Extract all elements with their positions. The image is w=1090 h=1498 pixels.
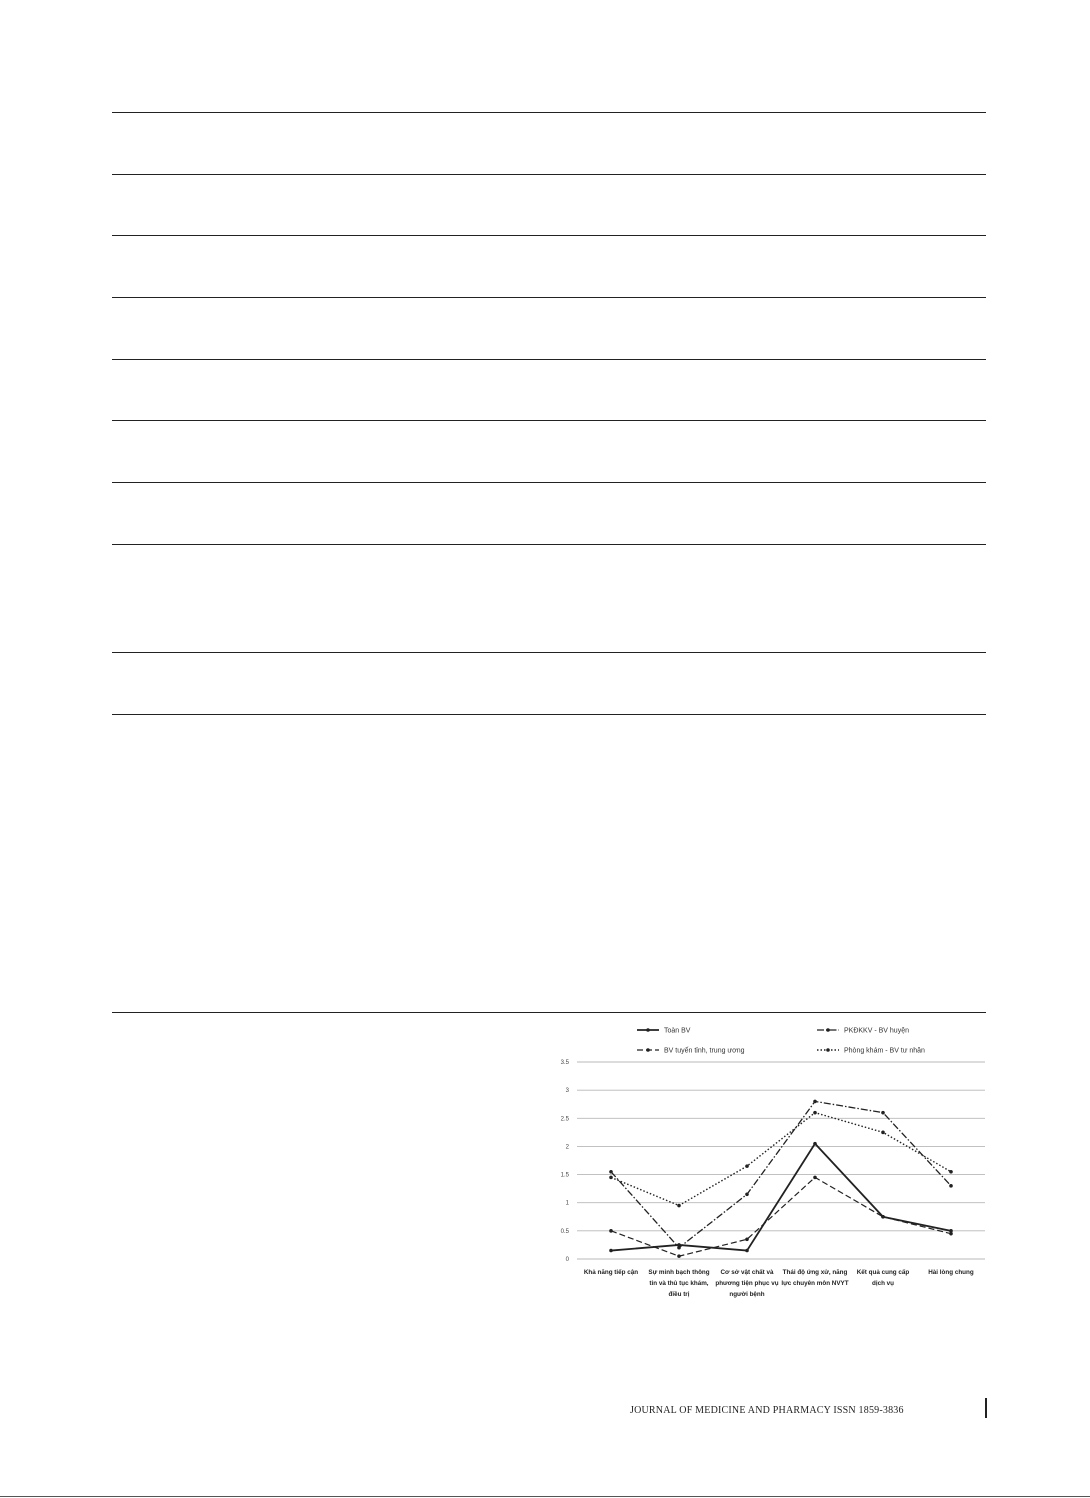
legend-marker: [826, 1048, 830, 1052]
chart-legend: [637, 1028, 925, 1055]
x-category-label: Thái độ ứng xử, năng lực chuyên môn NVYT: [781, 1269, 849, 1287]
table-row-rule: [112, 359, 986, 360]
legend-label: PKĐKKV - BV huyện: [844, 1027, 909, 1035]
y-tick-label: 0.5: [560, 1228, 569, 1235]
x-category-label: Cơ sở vật chất và phương tiện phục vụ người bệnh: [715, 1269, 779, 1298]
y-tick-label: 0: [565, 1257, 569, 1263]
y-tick-label: 1.5: [560, 1172, 569, 1179]
page-bottom-line: [0, 1496, 1090, 1497]
legend-label: Phòng khám - BV tư nhân: [844, 1047, 925, 1055]
table-row-rule: [112, 297, 986, 298]
table-row-rule: [112, 235, 986, 236]
x-category-label: Sự minh bạch thông tin và thủ tục khám, điều trị: [648, 1269, 710, 1298]
data-point: [745, 1249, 749, 1253]
data-point: [813, 1100, 817, 1104]
legend-marker: [646, 1048, 650, 1052]
data-point: [609, 1229, 613, 1233]
x-category-label: Khả năng tiếp cận: [583, 1269, 639, 1276]
x-category-label: Kết quả cung cấp dịch vụ: [856, 1269, 910, 1287]
table-row-rule: [112, 482, 986, 483]
data-point: [745, 1238, 749, 1242]
series-line: [611, 1144, 951, 1251]
table-bottom-rule: [112, 714, 986, 715]
data-point: [813, 1142, 817, 1146]
y-tick-label: 3: [565, 1088, 569, 1095]
data-point: [949, 1184, 953, 1188]
chart-x-categories: [584, 1268, 974, 1298]
data-point: [677, 1254, 681, 1258]
legend-label: Toàn BV: [664, 1027, 691, 1035]
legend-marker: [646, 1028, 650, 1032]
journal-footer: JOURNAL OF MEDICINE AND PHARMACY ISSN 1859-3836: [630, 1405, 904, 1416]
data-point: [609, 1176, 613, 1180]
series-line: [611, 1177, 951, 1256]
satisfaction-line-chart: [555, 1018, 985, 1330]
table-row-rule: [112, 420, 986, 421]
chart-series: [609, 1100, 953, 1258]
legend-label: BV tuyến tỉnh, trung ương: [664, 1047, 745, 1055]
data-point: [609, 1249, 613, 1253]
chart-grid: [577, 1062, 985, 1259]
table-top-rule: [112, 112, 986, 113]
data-point: [813, 1176, 817, 1180]
table-row-rule: [112, 544, 986, 545]
footer-bar: [985, 1398, 987, 1418]
series-line: [611, 1113, 951, 1206]
data-point: [745, 1192, 749, 1196]
y-tick-label: 2: [565, 1144, 569, 1151]
data-point: [949, 1170, 953, 1174]
legend-marker: [826, 1028, 830, 1032]
data-point: [745, 1164, 749, 1168]
data-point: [813, 1111, 817, 1115]
data-point: [609, 1170, 613, 1174]
chart-y-ticks: [561, 1060, 570, 1263]
data-point: [881, 1131, 885, 1135]
data-point: [949, 1232, 953, 1236]
x-category-label: Hài lòng chung: [928, 1269, 974, 1276]
table-row-rule: [112, 652, 986, 653]
data-point: [881, 1215, 885, 1219]
data-point: [677, 1246, 681, 1250]
data-point: [881, 1111, 885, 1115]
y-tick-label: 1: [565, 1200, 569, 1207]
y-tick-label: 2.5: [560, 1116, 569, 1123]
table-row-rule: [112, 174, 986, 175]
data-point: [677, 1204, 681, 1208]
y-tick-label: 3.5: [560, 1060, 569, 1066]
section-rule: [112, 1012, 986, 1013]
